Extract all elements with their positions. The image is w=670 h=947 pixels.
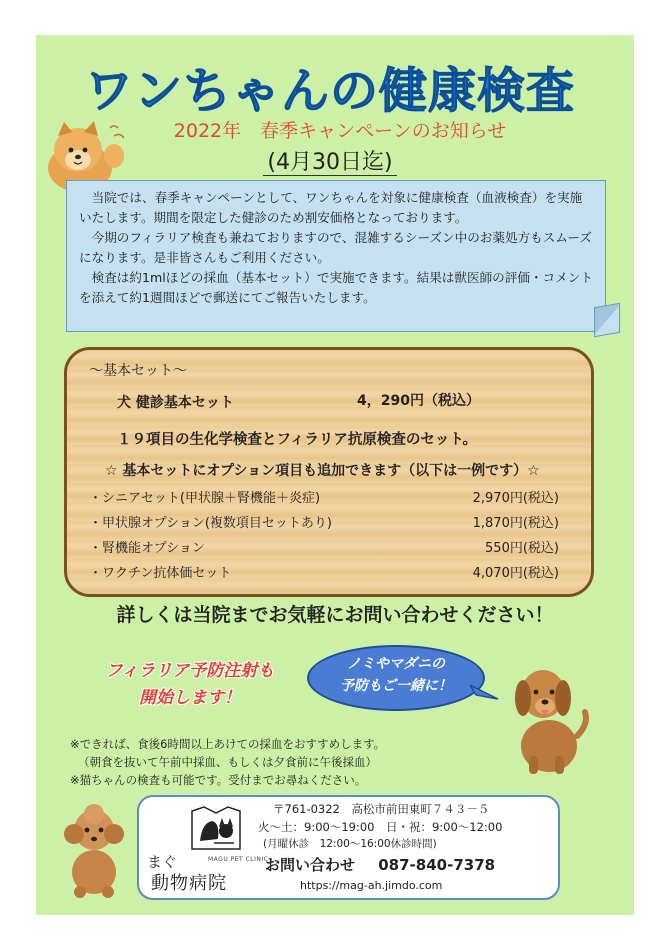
note-line: ※猫ちゃんの検査も可能です。受付までお尋ねください。 [70,773,367,787]
contact-prompt: 詳しくは当院までお気軽にお問い合わせください！ [116,604,554,626]
filaria-line-1: フィラリア予防注射も [105,661,275,681]
option-price: 550円(税込) [485,541,559,556]
notes [70,735,385,789]
page-title: ワンちゃんの健康検査 [84,63,575,119]
clinic-url[interactable]: https://mag-ah.jimdo.com [300,879,443,892]
clinic-hours: 火～土：9:00～19:00 日・祝：9:00～12:00 [258,820,503,834]
page-curl [594,303,620,338]
option-price: 4,070円(税込) [472,566,559,581]
intro-paragraph-1: 当院では、春季キャンペーンとして、ワンちゃんを対象に健康検査（血液検査）を実施いたします。期間を限定した健診のため割安価格となっております。 [79,190,583,225]
basic-set-board [64,347,594,597]
campaign-subtitle: 2022年 春季キャンペーンのお知らせ [173,120,507,142]
intro-paragraph-2: 今期のフィラリア検査も兼ねておりますので、混雑するシーズン中のお薬処方もスムーズになります。是非皆さんもご利用ください。 [79,230,592,265]
clinic-closed-days: (月曜休診 12:00～16:00休診時間) [263,838,437,850]
option-row [89,537,559,556]
option-name: ・シニアセット(甲状腺＋腎機能＋炎症) [89,491,321,506]
option-price: 2,970円(税込) [472,491,559,506]
filaria-announcement [70,658,310,712]
basic-set-heading: ～基本セット～ [89,363,187,379]
note-line: （朝食を抜いて午前中採血、もしくは夕食前に午後採血） [78,755,377,769]
bubble-line-1: ノミやマダニの [347,656,445,672]
filaria-line-2: 開始します！ [139,688,241,708]
intro-paragraph-3: 検査は約1mlほどの採血（基本セット）で実施できます。結果は獣医師の評価・コメントを添えて約1週間ほどで郵送にてご報告いたします。 [79,270,593,305]
deadline-text: (4月30日迄) [263,150,396,176]
clinic-name-line-2: 動物病院 [151,873,227,894]
phone-label: お問い合わせ [265,856,356,874]
option-name: ・腎機能オプション [89,541,205,556]
clinic-name-line-1: まぐ [147,853,178,871]
deadline [230,145,430,176]
note-line: ※できれば、食後6時間以上あけての採血をおすすめします。 [70,737,386,751]
option-row [89,512,559,531]
phone-number[interactable]: 087-840-7378 [378,856,496,874]
option-row [89,562,559,581]
clinic-logo-text: MAGU PET CLINIC [208,856,269,863]
basic-set-price: 4，290円（税込） [357,393,480,409]
option-price: 1,870円(税込) [472,516,559,531]
bubble-text [312,653,480,697]
clinic-phone [265,854,495,875]
basic-set-item-label: 犬 健診基本セット [117,395,234,411]
clinic-logo-icon [190,805,242,851]
intro-box [66,180,606,332]
poodle-dog-icon [60,800,128,900]
option-name: ・甲状腺オプション(複数項目セットあり) [89,516,332,531]
option-name: ・ワクチン抗体価セット [89,566,232,581]
bubble-line-2: 予防もご一緒に！ [340,678,452,694]
brown-dog-icon [505,664,591,776]
clinic-address: 〒761-0322 高松市前田東町７４３－５ [273,802,490,816]
options-heading: ☆ 基本セットにオプション項目も追加できます（以下は一例です）☆ [105,463,540,479]
option-row [89,487,559,506]
basic-set-description: １９項目の生化学検査とフィラリア抗原検査のセット。 [117,432,478,448]
